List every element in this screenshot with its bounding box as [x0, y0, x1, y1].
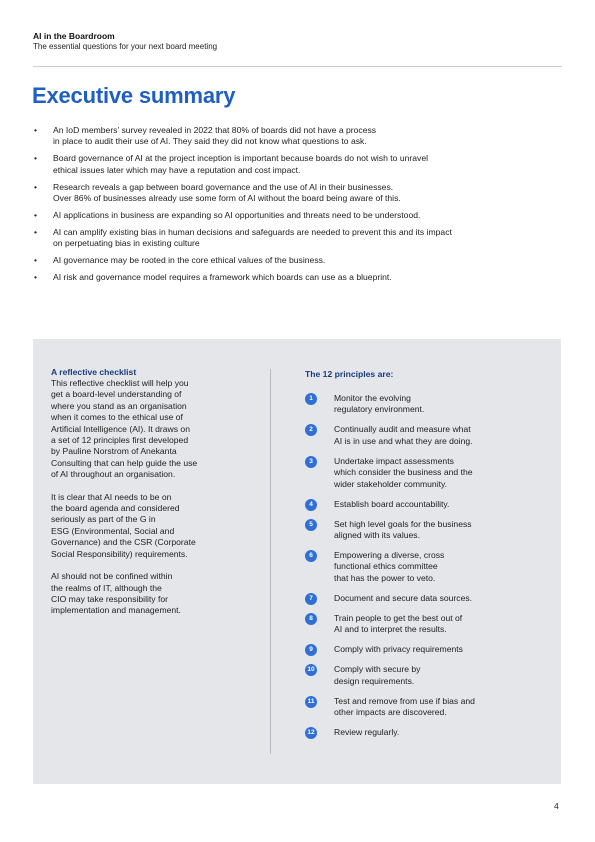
bullet-icon: •: [34, 153, 38, 164]
bullet-icon: •: [34, 181, 38, 192]
summary-bullet-list: [33, 125, 568, 289]
principle-item: 1 Monitor the evolving regulatory environment.: [305, 393, 555, 416]
number-badge: 12: [305, 727, 317, 739]
bullet-item: • AI can amplify existing bias in human decisions and safeguards are needed to prevent this and its impact on perpetuating bias in existing culture: [34, 226, 452, 249]
bullet-item: • AI governance may be rooted in the core ethical values of the business.: [34, 255, 326, 266]
checklist-paragraph: It is clear that AI needs to be on the board agenda and considered seriously as part of the G in ESG (Environmental, Social and Governance) and the CSR (Corporate Social Responsibility) requirements.: [51, 491, 196, 559]
bullet-icon: •: [34, 125, 38, 135]
principle-item: 6 Empowering a diverse, cross functional ethics committee that has the power to veto.: [305, 550, 555, 584]
principle-item: 3 Undertake impact assessments which consider the business and the wider stakeholder community.: [305, 456, 555, 490]
principle-item: 10 Comply with secure by design requirements.: [305, 664, 555, 687]
principle-item: 11 Test and remove from use if bias and other impacts are discovered.: [305, 696, 555, 719]
principle-item: 2 Continually audit and measure what AI is in use and what they are doing.: [305, 424, 555, 447]
checklist-paragraph: This reflective checklist will help you get a board-level understanding of where you stand as an organisation when it comes to the ethical use of Artificial Intelligence (AI). It draws on a set of 12 principles first developed by Pauline Norstrom of Anekanta Consulting that can help guide the use of AI throughout an organisation.: [51, 378, 198, 480]
bullet-item: • AI risk and governance model requires a framework which boards can use as a blueprint.: [34, 272, 392, 283]
number-badge: 10: [305, 664, 317, 676]
bullet-item: • An IoD members’ survey revealed in 2022 that 80% of boards did not have a process in place to audit their use of AI. They said they did not know what questions to ask.: [34, 125, 377, 147]
bullet-icon: •: [34, 209, 38, 220]
principles-title: The 12 principles are:: [305, 369, 394, 379]
number-badge: 3: [305, 456, 317, 468]
page-heading: Executive summary: [32, 83, 236, 108]
reflective-checklist: [51, 367, 249, 628]
checklist-panel: [33, 339, 561, 784]
number-badge: 1: [305, 393, 317, 405]
bullet-icon: •: [34, 226, 38, 237]
bullet-item: • Board governance of AI at the project inception is important because boards do not wish to unravel ethical issues later which may have a reputation and cost impact.: [34, 153, 429, 175]
number-badge: 8: [305, 613, 317, 625]
number-badge: 11: [305, 696, 317, 708]
principle-item: 8 Train people to get the best out of AI and to interpret the results.: [305, 613, 555, 636]
number-badge: 2: [305, 424, 317, 436]
header-title: AI in the Boardroom: [33, 31, 115, 41]
bullet-item: • Research reveals a gap between board governance and the use of AI in their businesses. Over 86% of businesses already use some form of AI without the board being aware of this.: [34, 181, 401, 204]
principle-item: 7 Document and secure data sources.: [305, 593, 555, 604]
principles-list: [305, 393, 555, 738]
number-badge: 6: [305, 550, 317, 562]
principle-item: 5 Set high level goals for the business aligned with its values.: [305, 519, 555, 542]
principle-item: 12 Review regularly.: [305, 727, 555, 738]
page-number: 4: [554, 801, 559, 811]
number-badge: 5: [305, 519, 317, 531]
column-divider: [270, 369, 271, 754]
checklist-paragraph: AI should not be confined within the realms of IT, although the CIO may take responsibility for implementation and management.: [51, 571, 181, 616]
bullet-icon: •: [34, 255, 38, 266]
number-badge: 7: [305, 593, 317, 605]
principles-section: [305, 369, 555, 747]
bullet-icon: •: [34, 272, 38, 283]
principle-item: 4 Establish board accountability.: [305, 499, 555, 510]
header-divider: [33, 66, 562, 67]
checklist-title: A reflective checklist: [51, 367, 137, 377]
principle-item: 9 Comply with privacy requirements: [305, 644, 555, 655]
number-badge: 9: [305, 644, 317, 656]
bullet-item: • AI applications in business are expanding so AI opportunities and threats need to be understood.: [34, 209, 421, 220]
number-badge: 4: [305, 499, 317, 511]
header-subtitle: The essential questions for your next board meeting: [33, 42, 218, 51]
